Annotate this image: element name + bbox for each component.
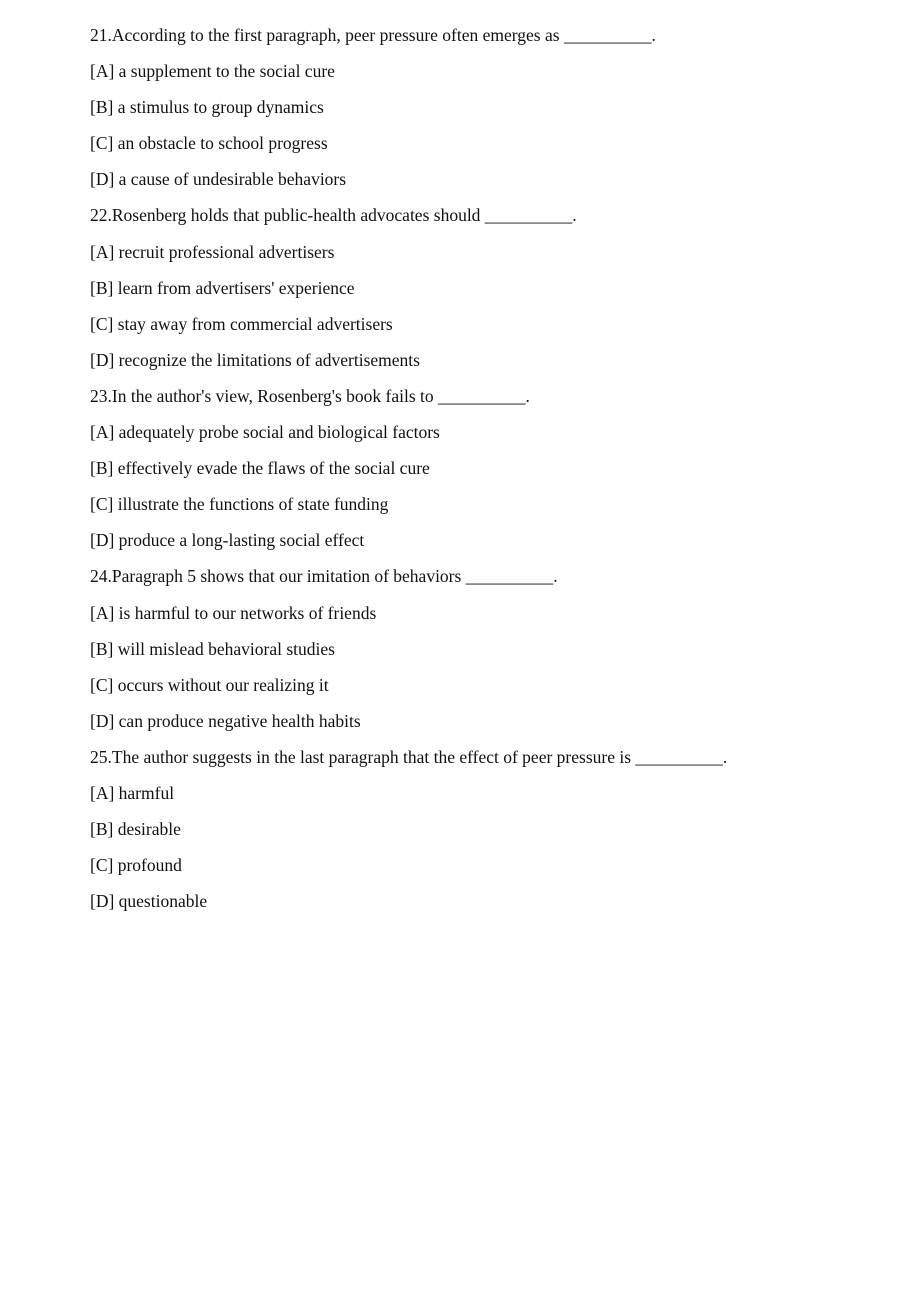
answer-option-c: [C] profound [90, 855, 182, 876]
answer-option-c: [C] illustrate the functions of state funding [90, 494, 389, 515]
question-22 [90, 205, 890, 369]
question-stem: 24.Paragraph 5 shows that our imitation of behaviors __________. [90, 566, 558, 587]
question-23 [90, 386, 890, 550]
question-stem: 25.The author suggests in the last paragraph that the effect of peer pressure is __________. [90, 746, 728, 767]
answer-option-a: [A] recruit professional advertisers [90, 241, 335, 262]
answer-option-a: [A] adequately probe social and biological factors [90, 422, 440, 443]
question-24 [90, 566, 890, 730]
answer-option-b: [B] effectively evade the flaws of the social cure [90, 458, 430, 479]
answer-option-a: [A] harmful [90, 782, 175, 803]
answer-option-b: [B] will mislead behavioral studies [90, 638, 335, 659]
answer-option-d: [D] recognize the limitations of advertisements [90, 349, 420, 370]
answer-option-d: [D] produce a long-lasting social effect [90, 530, 365, 551]
question-stem: 22.Rosenberg holds that public-health advocates should __________. [90, 205, 577, 226]
answer-option-c: [C] occurs without our realizing it [90, 674, 329, 695]
document-page [90, 25, 890, 927]
answer-option-d: [D] a cause of undesirable behaviors [90, 169, 347, 190]
question-stem: 23.In the author's view, Rosenberg's book fails to __________. [90, 385, 530, 406]
question-stem: 21.According to the first paragraph, peer pressure often emerges as __________. [90, 25, 656, 45]
answer-option-c: [C] an obstacle to school progress [90, 133, 328, 154]
answer-option-c: [C] stay away from commercial advertisers [90, 313, 393, 334]
answer-option-b: [B] learn from advertisers' experience [90, 277, 355, 298]
answer-option-b: [B] desirable [90, 819, 181, 840]
answer-option-d: [D] can produce negative health habits [90, 710, 361, 731]
answer-option-a: [A] is harmful to our networks of friends [90, 602, 377, 623]
answer-option-d: [D] questionable [90, 891, 208, 912]
answer-option-b: [B] a stimulus to group dynamics [90, 97, 324, 118]
answer-option-a: [A] a supplement to the social cure [90, 61, 335, 82]
question-25 [90, 747, 890, 911]
question-21 [90, 25, 890, 189]
